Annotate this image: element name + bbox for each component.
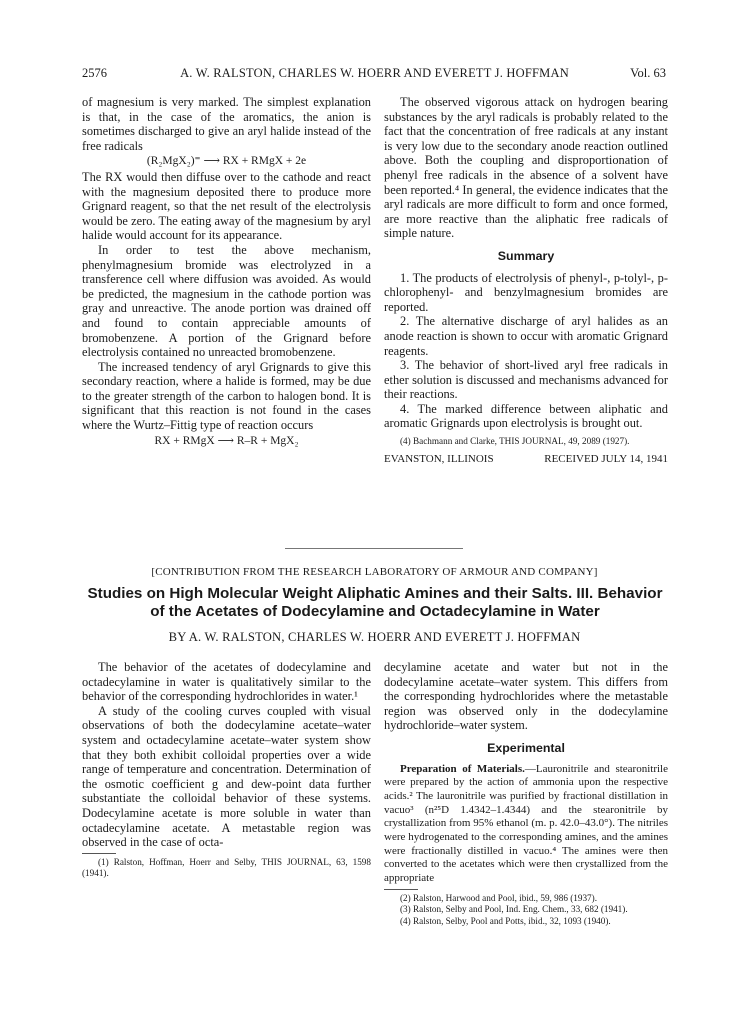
volume-label: Vol. 63 [630,66,666,80]
author-address: EVANSTON, ILLINOIS [384,452,494,465]
summary-item: 2. The alternative discharge of aryl halides as an anode reaction is shown to occur with aromatic Grignard reagents. [384,314,668,358]
summary-item: 1. The products of electrolysis of phenyl-, p-tolyl-, p-chlorophenyl- and benzylmagnesium bromides are reported. [384,270,668,314]
top-right-column [384,95,668,466]
paragraph: A study of the cooling curves coupled with visual observations of both the dodecylamine acetate–water system and octadecylamine acetate–water system show that they both exhibit colloidal properties over a wide range of temperature and concentration. Determination of the osmotic coefficient g and dew-point data further substantiate the colloidal behavior of these systems. Dodecylamine acetate is more soluble in water than octadecylamine acetate. A metastable region was observed in the case of octa- [82,703,371,850]
experimental-heading: Experimental [487,740,565,755]
paragraph: The increased tendency of aryl Grignards to give this secondary reaction, where a halide is formed, may be due to the greater strength of the carbon to halogen bond. It is significant that this reaction is not found in the cases where the Wurtz–Fittig type of reaction occurs [82,359,371,433]
contribution-line: [CONTRIBUTION FROM THE RESEARCH LABORATORY OF ARMOUR AND COMPANY] [151,566,598,578]
paragraph [384,763,668,886]
footnote: (4) Ralston, Selby, Pool and Potts, ibid., 32, 1093 (1940). [400,916,611,927]
run-in-heading: Preparation of Materials. [400,762,525,775]
footnote: (1) Ralston, Hoffman, Hoerr and Selby, THIS JOURNAL, 63, 1598 (1941). [82,856,371,879]
title-line: Studies on High Molecular Weight Aliphatic Amines and their Salts. III. Behavior [87,585,663,602]
equation: RX + RMgX ⟶ R–R + MgX₂ [154,434,299,447]
footnote: (3) Ralston, Selby and Pool, Ind. Eng. Chem., 33, 682 (1941). [400,904,628,915]
received-date: RECEIVED JULY 14, 1941 [544,452,668,465]
footnote-rule [82,853,116,854]
paragraph: The behavior of the acetates of dodecylamine and octadecylamine in water is qualitatively similar to the behavior of the corresponding hydrochlorides in water.¹ [82,660,371,704]
article-title [82,585,668,621]
summary-item: 3. The behavior of short-lived aryl free radicals in ether solution is discussed and mechanisms advanced for their reactions. [384,358,668,402]
footnote: (2) Ralston, Harwood and Pool, ibid., 59, 986 (1937). [400,892,598,903]
paragraph: of magnesium is very marked. The simplest explanation is that, in the case of the aromatics, the anion is sometimes discharged to give an aryl halide instead of the free radicals [82,95,371,153]
paragraph: The RX would then diffuse over to the cathode and react with the magnesium deposited there to produce more Grignard reagent, so that the net result of the electrolysis would be zero. The eating away of the magnesium by aryl halide would account for its appearance. [82,169,371,243]
paragraph: In order to test the above mechanism, phenylmagnesium bromide was electrolyzed in a transference cell where diffusion was avoided. As would be predicted, the magnesium in the cathode portion was gray and unreactive. The anode portion was drained off and found to contain appreciable amounts of bromobenzene. A portion of the Grignard before electrolysis contained no unreacted bromobenzene. [82,242,371,360]
article-byline: BY A. W. RALSTON, CHARLES W. HOERR AND EVERETT J. HOFFMAN [168,630,581,644]
paragraph: decylamine acetate and water but not in the dodecylamine acetate–water system. This differs from the corresponding hydrochlorides where the metastable region was observed only in the dodecylamine hydrochloride–water system. [384,660,668,733]
paragraph: The observed vigorous attack on hydrogen bearing substances by the aryl radicals is probably related to the fact that the concentration of free radicals at any instant is very low due to the secondary anode reaction outlined above. Both the coupling and disproportionation of phenyl free radicals in the absence of a solvent have been reported.⁴ In general, the evidence indicates that the aryl radicals are more difficult to form and once formed, are more reactive than the aliphatic free radicals of simple nature. [384,95,668,241]
bottom-left-column [82,660,371,880]
section-divider [285,548,463,549]
equation: (R₂MgX₂)⁼ ⟶ RX + RMgX + 2e [146,155,307,168]
bottom-right-column [384,660,668,928]
summary-item: 4. The marked difference between aliphatic and aromatic Grignards upon electrolysis is brought out. [384,401,668,431]
page-number: 2576 [82,66,107,80]
footnote-rule [384,889,418,890]
running-header-authors: A. W. RALSTON, CHARLES W. HOERR AND EVERETT J. HOFFMAN [180,66,569,80]
footnote: (4) Bachmann and Clarke, THIS JOURNAL, 49, 2089 (1927). [400,436,630,447]
top-left-column [82,95,371,449]
summary-heading: Summary [497,248,555,263]
paragraph-text: —Lauronitrile and stearonitrile were prepared by the action of ammonia upon the respective acids.² The lauronitrile was purified by fractional distillation in vacuo³ (n²⁵D 1.4342–1.4344) and the stearonitrile by crystallization from 95% ethanol (m. p. 42.0–43.0°). The nitriles were hydrogenated to the corresponding amines, and the amines were fractionally distilled in vacuo.⁴ The amines were then converted to the acetates which were then crystallized from the appropriate [384,762,668,885]
title-line: of the Acetates of Dodecylamine and Octadecylamine in Water [150,603,600,620]
